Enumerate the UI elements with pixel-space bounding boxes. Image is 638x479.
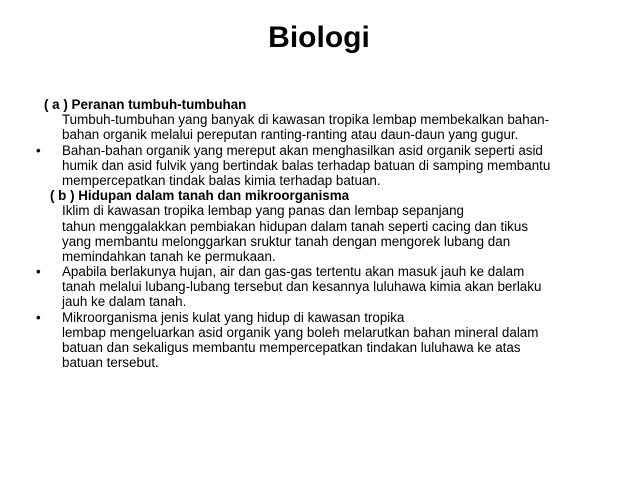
section-b-bullet1-line — [0, 264, 638, 279]
section-a-bullet-line: mempercepatkan tindak balas kimia terhadap batuan. — [62, 172, 381, 188]
bullet-marker: • — [36, 309, 41, 325]
section-b-line: tahun menggalakkan pembiakan hidupan dalam tanah seperti cacing dan tikus — [62, 218, 529, 234]
section-a-line: Tumbuh-tumbuhan yang banyak di kawasan tropika lembap membekalkan bahan- — [62, 112, 550, 128]
bullet-marker: • — [36, 142, 41, 158]
section-b-line: Iklim di kawasan tropika lembap yang panas dan lembap sepanjang — [62, 203, 464, 219]
section-a-bullet-line: humik dan asid fulvik yang bertindak balas terhadap batuan di samping membantu — [62, 157, 551, 173]
section-b-bullet2-line: lembap mengeluarkan asid organik yang boleh melarutkan bahan mineral dalam — [62, 324, 539, 340]
section-a-bullet-line — [0, 143, 638, 158]
bullet-text: Bahan-bahan organik yang mereput akan menghasilkan asid organik seperti asid — [62, 142, 543, 158]
section-a-line: bahan organik melalui pereputan ranting-ranting atau daun-daun yang gugur. — [62, 127, 519, 143]
section-b-bullet2-line: batuan tersebut. — [62, 355, 159, 371]
bullet-marker: • — [36, 264, 41, 280]
section-b-bullet1-line: tanah melalui lubang-lubang tersebut dan kesannya luluhawa kimia akan berlaku — [62, 279, 542, 295]
section-b-bullet2-line: batuan dan sekaligus membantu mempercepatkan tindakan luluhawa ke atas — [62, 340, 521, 355]
slide-body — [0, 97, 638, 370]
section-b-line: yang membantu melonggarkan sruktur tanah dengan mengorek lubang dan — [62, 233, 511, 249]
section-b-bullet2-line — [0, 310, 638, 325]
section-b-heading: ( b ) Hidupan dalam tanah dan mikroorganisma — [50, 188, 350, 204]
section-a-heading: ( a ) Peranan tumbuh-tumbuhan — [44, 97, 247, 112]
bullet-text: Mikroorganisma jenis kulat yang hidup di kawasan tropika — [62, 309, 405, 325]
section-b-bullet1-line: jauh ke dalam tanah. — [62, 294, 187, 310]
slide-title: Biologi — [268, 21, 370, 54]
bullet-text: Apabila berlakunya hujan, air dan gas-gas tertentu akan masuk jauh ke dalam — [62, 264, 525, 280]
section-b-line: memindahkan tanah ke permukaan. — [62, 248, 276, 264]
